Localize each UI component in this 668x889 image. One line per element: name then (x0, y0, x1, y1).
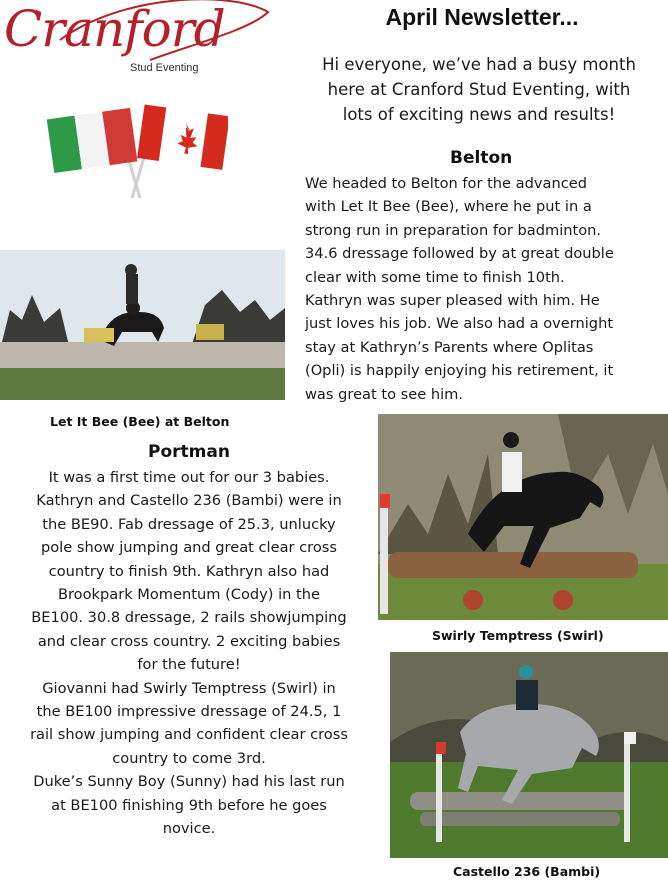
logo-script: Cranford (4, 0, 225, 58)
portman-line: at BE100 finishing 9th before he goes (51, 796, 327, 814)
belton-line: with Let It Bee (Bee), where he put in a (305, 198, 592, 216)
belton-line: (Opli) is happily enjoying his retirement, it (305, 362, 614, 380)
belton-caption: Let It Bee (Bee) at Belton (50, 414, 230, 429)
crossed-flags (44, 100, 228, 202)
belton-paragraph (305, 172, 665, 406)
swirl-caption: Swirly Temptress (Swirl) (432, 628, 604, 643)
italy-flag-icon (47, 108, 140, 198)
portman-line: Giovanni had Swirly Temptress (Swirl) in (42, 679, 336, 697)
intro-line: here at Cranford Stud Eventing, with (327, 80, 631, 99)
bambi-photo (390, 652, 668, 858)
portman-line: the BE100 impressive dressage of 24.5, 1 (36, 703, 342, 721)
portman-line: It was a first time out for our 3 babies. (48, 469, 330, 486)
belton-line: strong run in preparation for badminton. (305, 221, 602, 239)
belton-line: Kathryn was super pleased with him. He (305, 292, 600, 310)
portman-line: Brookpark Momentum (Cody) in the (57, 586, 321, 604)
intro-paragraph (290, 52, 668, 127)
portman-line: country to come 3rd. (112, 749, 266, 767)
logo-subtitle: Stud Eventing (130, 62, 199, 74)
newsletter-title: April Newsletter... (385, 4, 579, 30)
swirl-photo (378, 414, 668, 620)
portman-paragraph (2, 466, 376, 841)
belton-line: clear with some time to finish 10th. (305, 268, 565, 286)
belton-line: just loves his job. We also had a overnight (305, 315, 614, 333)
belton-line: We headed to Belton for the advanced (305, 175, 587, 192)
belton-heading: Belton (450, 148, 513, 168)
portman-line: the BE90. Fab dressage of 25.3, unlucky (42, 515, 336, 533)
intro-line: lots of exciting news and results! (342, 105, 616, 124)
belton-line: was great to see him. (305, 385, 463, 403)
portman-line: and clear cross country. 2 exciting babies (37, 632, 341, 650)
portman-line: country to finish 9th. Kathryn also had (48, 562, 330, 580)
belton-photo (0, 250, 285, 400)
belton-line: stay at Kathryn’s Parents where Oplitas (305, 338, 594, 356)
portman-line: pole show jumping and great clear cross (40, 539, 337, 557)
portman-heading: Portman (148, 442, 230, 462)
portman-line: Duke’s Sunny Boy (Sunny) had his last run (33, 773, 345, 791)
intro-line: Hi everyone, we’ve had a busy month (322, 55, 636, 74)
bambi-caption: Castello 236 (Bambi) (453, 864, 601, 879)
canada-flag-icon (132, 104, 228, 198)
portman-line: rail show jumping and confident clear cross (30, 726, 348, 744)
portman-line: BE100. 30.8 dressage, 2 rails showjumping (31, 609, 347, 627)
portman-line: novice. (162, 820, 216, 838)
portman-line: for the future! (137, 656, 241, 674)
portman-line: Kathryn and Castello 236 (Bambi) were in (36, 492, 342, 510)
belton-line: 34.6 dressage followed by at great double (305, 245, 614, 263)
